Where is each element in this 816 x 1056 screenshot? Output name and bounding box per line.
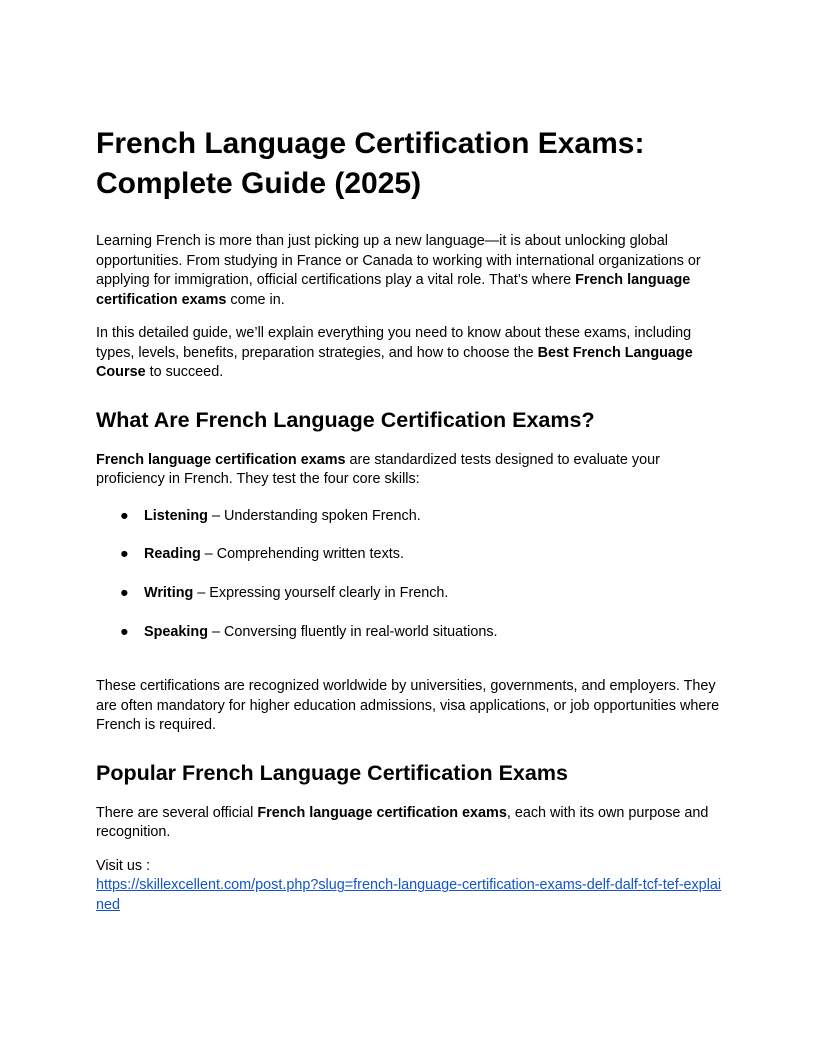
document-page bbox=[96, 124, 722, 929]
list-item bbox=[96, 545, 722, 565]
section-heading-what-are: What Are French Language Certification Exams? bbox=[96, 407, 595, 432]
list-item bbox=[96, 584, 722, 604]
intro-p1-text: Learning French is more than just picking up a new language—it is about unlocking global opportunities. From studying in France or Canada to working with international organizations or applying for immigration, official certifications play a vital role. That’s where bbox=[96, 233, 701, 288]
intro-p1-bold: French language certification exams bbox=[96, 272, 691, 308]
skills-list bbox=[96, 507, 722, 643]
visit-link[interactable]: https://skillexcellent.com/post.php?slug=french-language-certification-exams-delf-dalf-tcf-tef-explained bbox=[96, 877, 722, 913]
visit-paragraph bbox=[96, 857, 722, 916]
skill-name: Listening bbox=[144, 507, 208, 524]
section1-paragraph-2: These certifications are recognized worldwide by universities, governments, and employers. They are often mandatory for higher education admissions, visa applications, or job opportunities where French is required. bbox=[96, 678, 720, 734]
section-heading-popular: Popular French Language Certification Exams bbox=[96, 760, 568, 785]
section1-paragraph-1 bbox=[96, 451, 722, 490]
section1-p1-text: are standardized tests designed to evaluate your proficiency in French. They test the four core skills: bbox=[96, 451, 660, 487]
page-title: French Language Certification Exams: Complete Guide (2025) bbox=[96, 127, 645, 200]
bullet-icon: ● bbox=[120, 507, 129, 524]
intro-p1-end: come in. bbox=[226, 291, 285, 308]
skill-name: Writing bbox=[144, 585, 194, 602]
skill-desc: – Understanding spoken French. bbox=[207, 507, 421, 524]
intro-p2-bold: Best French Language Course bbox=[96, 344, 693, 380]
bullet-icon: ● bbox=[120, 585, 129, 602]
section2-paragraph-1 bbox=[96, 804, 722, 843]
skill-name: Speaking bbox=[144, 623, 208, 640]
section1-p1-bold: French language certification exams bbox=[96, 451, 346, 468]
bullet-icon: ● bbox=[120, 546, 129, 563]
intro-p2-end: to succeed. bbox=[145, 364, 224, 380]
skill-name: Reading bbox=[144, 546, 201, 563]
list-item bbox=[96, 623, 722, 643]
intro-p2-text: In this detailed guide, we’ll explain everything you need to know about these exams, including types, levels, benefits, preparation strategies, and how to choose the bbox=[96, 325, 692, 361]
section2-p1-bold: French language certification exams bbox=[257, 804, 507, 821]
visit-label: Visit us : bbox=[96, 857, 151, 874]
skill-desc: – Comprehending written texts. bbox=[200, 546, 404, 563]
skill-desc: – Conversing fluently in real-world situations. bbox=[207, 623, 498, 640]
intro-paragraph-2 bbox=[96, 324, 722, 383]
list-item bbox=[96, 507, 722, 527]
intro-paragraph-1 bbox=[96, 232, 722, 310]
bullet-icon: ● bbox=[120, 623, 129, 640]
skill-desc: – Expressing yourself clearly in French. bbox=[193, 585, 449, 602]
section2-p1-text: There are several official bbox=[96, 804, 258, 821]
section2-p1-end: , each with its own purpose and recognition. bbox=[96, 804, 709, 841]
